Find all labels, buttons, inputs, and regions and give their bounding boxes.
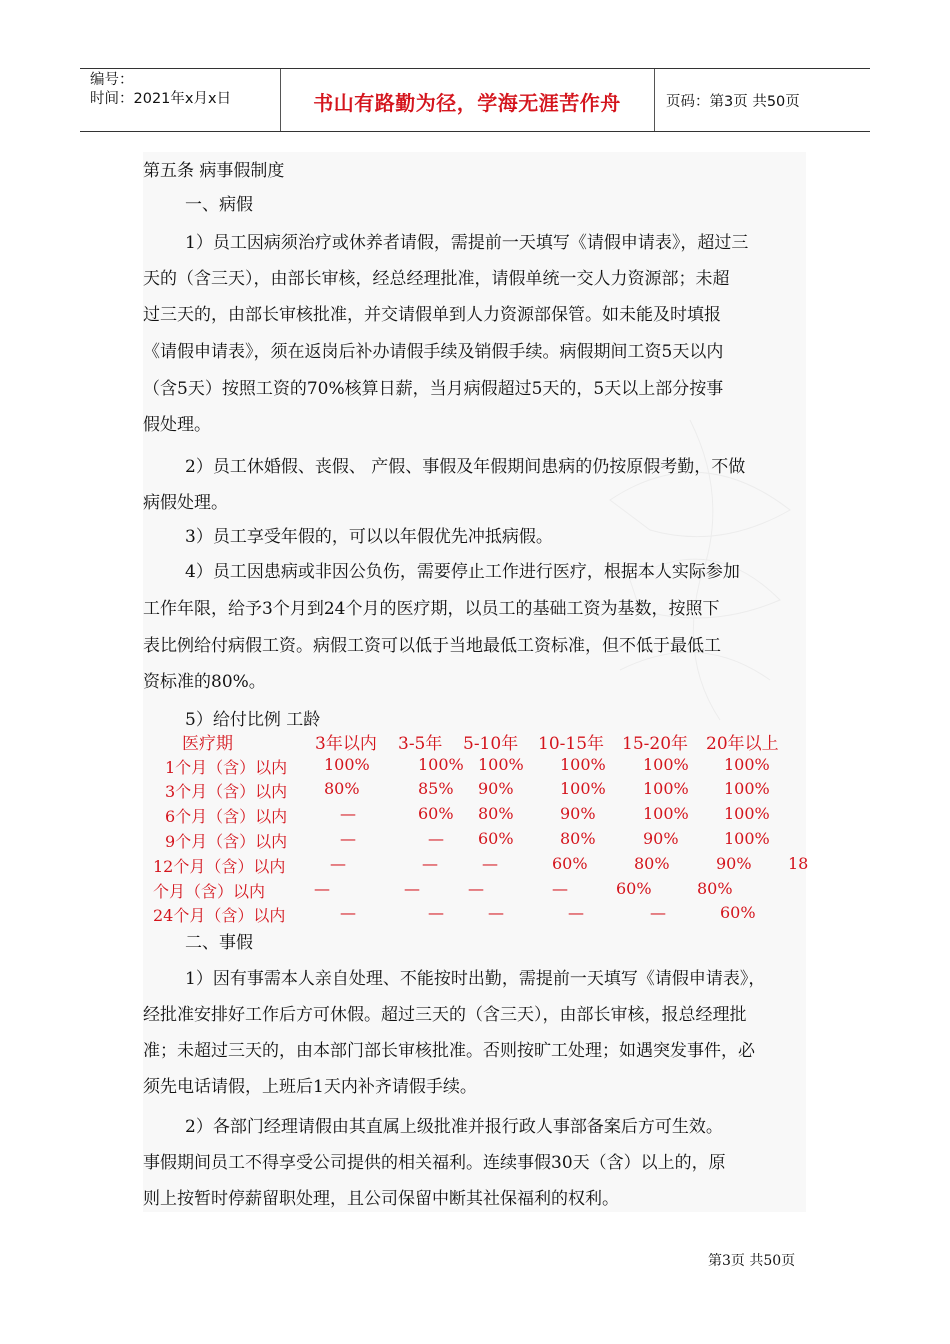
table-cell: 90% bbox=[560, 804, 596, 823]
table-row-label: 24个月（含）以内 bbox=[153, 906, 286, 925]
table-cell: 100% bbox=[724, 829, 770, 848]
table-cell: — bbox=[422, 854, 438, 873]
sick-para4-line: 工作年限，给予3个月到24个月的医疗期，以员工的基础工资为基数，按照下 bbox=[143, 599, 720, 619]
table-cell: 80% bbox=[478, 804, 514, 823]
table-row-label: 9个月（含）以内 bbox=[165, 832, 288, 851]
table-cell: — bbox=[428, 829, 444, 848]
personal-para2-line: 事假期间员工不得享受公司提供的相关福利。连续事假30天（含）以上的，原 bbox=[143, 1153, 726, 1173]
document-header bbox=[80, 68, 870, 132]
sick-para1-line: 天的（含三天），由部长审核，经总经理批准，请假单统一交人力资源部；未超 bbox=[143, 269, 730, 289]
table-cell: — bbox=[568, 903, 584, 922]
table-cell: 90% bbox=[478, 779, 514, 798]
table-cell: 80% bbox=[634, 854, 670, 873]
sick-para4-line: 表比例给付病假工资。病假工资可以低于当地最低工资标准，但不低于最低工 bbox=[143, 636, 721, 656]
table-cell: 100% bbox=[478, 755, 524, 774]
table-cell: 100% bbox=[560, 779, 606, 798]
sick-para1-line: 假处理。 bbox=[143, 415, 211, 435]
table-cell: — bbox=[650, 903, 666, 922]
footer-page-number: 第3页 共50页 bbox=[708, 1253, 796, 1269]
table-cell: — bbox=[340, 903, 356, 922]
personal-para1-line: 1）因有事需本人亲自处理、不能按时出勤，需提前一天填写《请假申请表》， bbox=[185, 969, 766, 989]
table-header-col: 15-20年 bbox=[622, 734, 689, 754]
table-cell: — bbox=[404, 879, 420, 898]
table-cell: — bbox=[428, 903, 444, 922]
table-header-col: 20年以上 bbox=[706, 734, 779, 754]
table-cell: 85% bbox=[418, 779, 454, 798]
sick-para1-line: 《请假申请表》，须在返岗后补办请假手续及销假手续。病假期间工资5天以内 bbox=[143, 342, 724, 362]
table-row-label: 个月（含）以内 bbox=[153, 882, 266, 901]
sick-para1-line: （含5天）按照工资的70%核算日薪，当月病假超过5天的，5天以上部分按事 bbox=[143, 379, 724, 399]
serial-number: 编号： bbox=[90, 72, 134, 88]
table-row-label: 6个月（含）以内 bbox=[165, 807, 288, 826]
header-divider bbox=[654, 69, 655, 131]
table-row-label: 12个月（含）以内 bbox=[153, 857, 286, 876]
table-row-label: 3个月（含）以内 bbox=[165, 782, 288, 801]
table-cell: 80% bbox=[324, 779, 360, 798]
table-cell: — bbox=[482, 854, 498, 873]
table-cell: 60% bbox=[720, 903, 756, 922]
table-cell: — bbox=[330, 854, 346, 873]
header-meta bbox=[90, 71, 231, 109]
sick-para3-line: 3）员工享受年假的，可以以年假优先冲抵病假。 bbox=[185, 527, 553, 547]
personal-para1-line: 须先电话请假，上班后1天内补齐请假手续。 bbox=[143, 1077, 477, 1097]
table-cell: 100% bbox=[418, 755, 464, 774]
table-header-col: 10-15年 bbox=[538, 734, 605, 754]
table-cell: 100% bbox=[724, 755, 770, 774]
table-cell: — bbox=[488, 903, 504, 922]
table-cell: — bbox=[314, 879, 330, 898]
table-cell: 60% bbox=[478, 829, 514, 848]
article-title: 第五条 病事假制度 bbox=[143, 161, 285, 181]
header-date: 时间：2021年x月x日 bbox=[90, 91, 232, 107]
section-heading-sick-leave: 一、病假 bbox=[185, 195, 253, 215]
table-header-period: 医疗期 bbox=[182, 734, 233, 754]
table-cell: 90% bbox=[716, 854, 752, 873]
header-motto: 书山有路勤为径，学海无涯苦作舟 bbox=[313, 91, 621, 115]
table-cell: 100% bbox=[324, 755, 370, 774]
table-cell: 100% bbox=[643, 804, 689, 823]
table-cell: — bbox=[468, 879, 484, 898]
sick-para4-line: 4）员工因患病或非因公负伤，需要停止工作进行医疗，根据本人实际参加 bbox=[185, 562, 740, 582]
table-cell: 100% bbox=[560, 755, 606, 774]
personal-para2-line: 2）各部门经理请假由其直属上级批准并报行政人事部备案后方可生效。 bbox=[185, 1117, 723, 1137]
sick-para4-line: 资标准的80%。 bbox=[143, 672, 266, 692]
sick-para1-line: 过三天的，由部长审核批准，并交请假单到人力资源部保管。如未能及时填报 bbox=[143, 305, 721, 325]
sick-para2-line: 2）员工休婚假、丧假、 产假、事假及年假期间患病的仍按原假考勤，不做 bbox=[185, 457, 746, 477]
header-page-number: 页码：第3页 共50页 bbox=[666, 94, 800, 110]
section-heading-personal-leave: 二、事假 bbox=[185, 933, 253, 953]
table-cell: — bbox=[340, 829, 356, 848]
table-cell: 100% bbox=[643, 755, 689, 774]
table-cell: 60% bbox=[552, 854, 588, 873]
table-cell: — bbox=[552, 879, 568, 898]
sick-para2-line: 病假处理。 bbox=[143, 493, 228, 513]
personal-para1-line: 经批准安排好工作后方可休假。超过三天的（含三天），由部长审核，报总经理批 bbox=[143, 1005, 747, 1025]
table-cell: 60% bbox=[616, 879, 652, 898]
table-cell: 80% bbox=[560, 829, 596, 848]
personal-para2-line: 则上按暂时停薪留职处理，且公司保留中断其社保福利的权利。 bbox=[143, 1189, 619, 1209]
table-cell: 100% bbox=[724, 779, 770, 798]
table-row-label: 1个月（含）以内 bbox=[165, 758, 288, 777]
table-cell: 100% bbox=[643, 779, 689, 798]
table-cell: 18 bbox=[788, 854, 809, 873]
sick-para1-line: 1）员工因病须治疗或休养者请假，需提前一天填写《请假申请表》，超过三 bbox=[185, 233, 749, 253]
table-cell: — bbox=[340, 804, 356, 823]
table-header-col: 3-5年 bbox=[398, 734, 443, 754]
table-cell: 100% bbox=[724, 804, 770, 823]
personal-para1-line: 准；未超过三天的，由本部门部长审核批准。否则按旷工处理；如遇突发事件，必 bbox=[143, 1041, 755, 1061]
table-header-col: 5-10年 bbox=[463, 734, 519, 754]
table-intro: 5）给付比例 工龄 bbox=[185, 710, 321, 730]
table-header-col: 3年以内 bbox=[315, 734, 377, 754]
table-cell: 60% bbox=[418, 804, 454, 823]
table-cell: 80% bbox=[697, 879, 733, 898]
table-cell: 90% bbox=[643, 829, 679, 848]
